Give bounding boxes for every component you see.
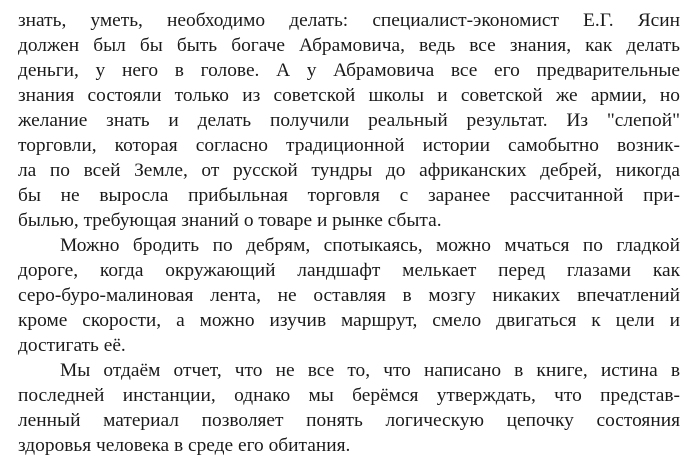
text-line: деньги, у него в голове. А у Абрамовича все его предварительные <box>18 60 680 81</box>
text-line: желание знать и делать получили реальный результат. Из "слепой" <box>18 110 680 131</box>
text-line: ленный материал позволяет понять логическую цепочку состояния <box>18 410 680 431</box>
text-line: дороге, когда окружающий ландшафт мелькает перед глазами как <box>18 260 680 281</box>
text-line: должен был бы быть богаче Абрамовича, ведь все знания, как делать <box>18 35 680 56</box>
text-line: серо-буро-малиновая лента, не оставляя в мозгу никаких впечатлений <box>18 285 680 306</box>
text-line: знания состояли только из советской школы и советской же армии, но <box>18 85 680 106</box>
text-line: достигать её. <box>18 335 126 356</box>
text-line: бы не выросла прибыльная торговля с заранее рассчитанной при- <box>18 185 680 206</box>
text-line: кроме скорости, а можно изучив маршрут, смело двигаться к цели и <box>18 310 680 331</box>
paragraph-1 <box>18 8 680 233</box>
paragraph-2 <box>18 233 680 358</box>
text-line: здоровья человека в среде его обитания. <box>18 435 351 456</box>
paragraph-3 <box>18 358 680 458</box>
text-line: торговли, которая согласно традиционной истории самобытно возник- <box>18 135 680 156</box>
text-line: знать, уметь, необходимо делать: специалист-экономист Е.Г. Ясин <box>18 10 680 31</box>
text-line: Мы отдаём отчет, что не все то, что написано в книге, истина в <box>60 360 680 381</box>
text-line: последней инстанции, однако мы берёмся утверждать, что представ- <box>18 385 680 406</box>
text-line: былью, требующая знаний о товаре и рынке сбыта. <box>18 210 442 231</box>
text-line: Можно бродить по дебрям, спотыкаясь, можно мчаться по гладкой <box>60 235 680 256</box>
document-page <box>18 8 680 458</box>
text-line: ла по всей Земле, от русской тундры до африканских дебрей, никогда <box>18 160 680 181</box>
